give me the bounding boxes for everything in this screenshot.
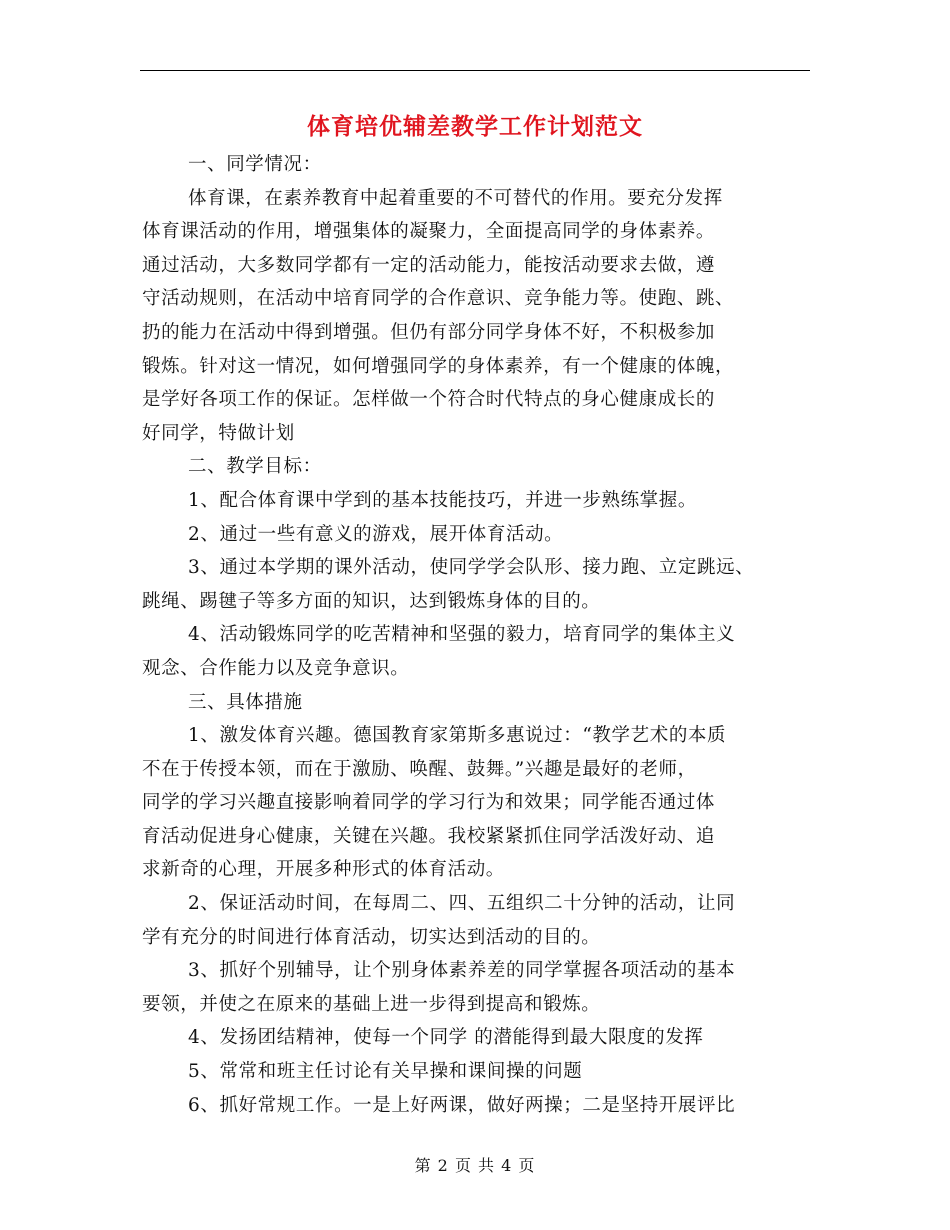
body-line: 通过活动，大多数同学都有一定的活动能力，能按活动要求去做，遵 xyxy=(142,254,716,276)
body-line: 跳绳、踢毽子等多方面的知识，达到锻炼身体的目的。 xyxy=(142,590,601,612)
body-line: 1、激发体育兴趣。德国教育家第斯多惠说过：“教学艺术的本质 xyxy=(188,725,727,747)
body-line: 求新奇的心理，开展多种形式的体育活动。 xyxy=(142,859,505,881)
body-line: 不在于传授本领，而在于激励、唤醒、鼓舞。”兴趣是最好的老师， xyxy=(142,758,697,780)
body-line: 锻炼。针对这一情况，如何增强同学的身体素养，有一个健康的体魄， xyxy=(142,355,735,377)
body-line: 体育课，在素养教育中起着重要的不可替代的作用。要充分发挥 xyxy=(188,187,723,209)
body-line: 扔的能力在活动中得到增强。但仍有部分同学身体不好，不积极参加 xyxy=(142,321,716,343)
body-line: 1、配合体育课中学到的基本技能技巧，并进一步熟练掌握。 xyxy=(188,489,697,511)
document-title: 体育培优辅差教学工作计划范文 xyxy=(307,113,643,140)
body-line: 同学的学习兴趣直接影响着同学的学习行为和效果；同学能否通过体 xyxy=(142,792,716,814)
body-line: 3、抓好个别辅导，让个别身体素养差的同学掌握各项活动的基本 xyxy=(188,960,736,982)
body-line: 二、教学目标： xyxy=(188,456,322,478)
body-line: 一、同学情况： xyxy=(188,154,322,175)
body-line: 4、发扬团结精神，使每一个同学 的潜能得到最大限度的发挥 xyxy=(188,1027,704,1049)
document-body xyxy=(142,148,822,1122)
body-line: 3、通过本学期的课外活动，使同学学会队形、接力跑、立定跳远、 xyxy=(188,557,755,579)
body-line: 学有充分的时间进行体育活动，切实达到活动的目的。 xyxy=(142,926,601,948)
body-line: 是学好各项工作的保证。怎样做一个符合时代特点的身心健康成长的 xyxy=(142,389,716,411)
body-line: 2、通过一些有意义的游戏，展开体育活动。 xyxy=(188,523,564,545)
body-line: 育活动促进身心健康，关键在兴趣。我校紧紧抓住同学活泼好动、追 xyxy=(142,825,716,847)
body-line: 观念、合作能力以及竞争意识。 xyxy=(142,657,410,679)
body-line: 体育课活动的作用，增强集体的凝聚力，全面提高同学的身体素养。 xyxy=(142,221,716,243)
body-line: 2、保证活动时间，在每周二、四、五组织二十分钟的活动，让同 xyxy=(188,893,736,915)
body-line: 要领，并使之在原来的基础上进一步得到提高和锻炼。 xyxy=(142,993,601,1015)
header-rule xyxy=(140,70,810,71)
body-line: 4、活动锻炼同学的吃苦精神和坚强的毅力，培育同学的集体主义 xyxy=(188,624,736,646)
body-line: 好同学，特做计划 xyxy=(142,422,295,444)
body-line: 守活动规则，在活动中培育同学的合作意识、竞争能力等。使跑、跳、 xyxy=(142,288,735,310)
page-footer: 第 2 页 共 4 页 xyxy=(414,1156,536,1175)
body-line: 6、抓好常规工作。一是上好两课，做好两操；二是坚持开展评比 xyxy=(188,1094,736,1116)
body-line: 三、具体措施 xyxy=(188,691,303,713)
body-line: 5、常常和班主任讨论有关早操和课间操的问题 xyxy=(188,1061,583,1083)
